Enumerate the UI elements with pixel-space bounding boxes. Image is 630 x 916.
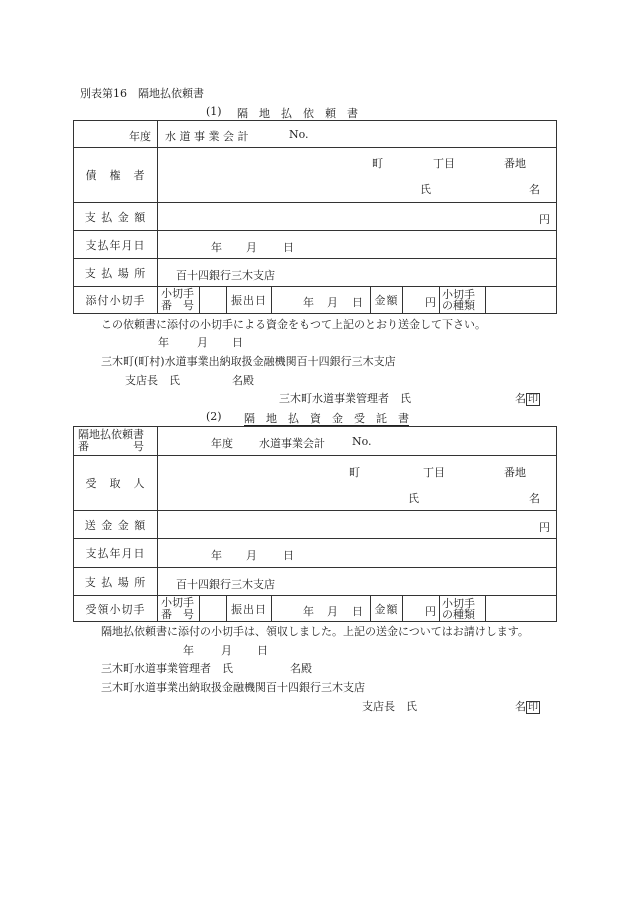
form1-issue-month: 月 [327, 296, 338, 309]
receipt-seal-group [515, 698, 540, 714]
form2-chome-label: 丁目 [423, 466, 445, 479]
form1-amount-cell[interactable] [158, 203, 557, 231]
form2-issue-date-cell[interactable] [272, 596, 371, 622]
form1-issue-date-cell[interactable] [272, 287, 371, 314]
request-addressee: 三木町(町村)水道事業出納取扱金融機関百十四銀行三木支店 [101, 355, 396, 368]
receipt-dono: 名殿 [290, 662, 312, 675]
request-date-month: 月 [197, 336, 208, 349]
form2-money-cell[interactable] [403, 596, 440, 622]
form1-place-label: 支 払 場 所 [74, 259, 158, 287]
form2-issue-day: 日 [352, 605, 363, 618]
receipt-date-day: 日 [257, 644, 268, 657]
request-sender: 三木町水道事業管理者 氏 [279, 392, 411, 405]
form1-place-value: 百十四銀行三木支店 [176, 269, 275, 282]
seal-icon: 印 [528, 394, 538, 405]
form2-amount-cell[interactable] [158, 511, 557, 539]
form1-yen-label: 円 [539, 213, 550, 226]
receipt-sender: 三木町水道事業出納取扱金融機関百十四銀行三木支店 [101, 681, 365, 694]
form1-check-no-value[interactable] [200, 287, 227, 314]
form2-check-no-label-cell [158, 596, 200, 622]
form2-receiver-cell[interactable] [158, 456, 557, 511]
form2-check-no-value[interactable] [200, 596, 227, 622]
form2-place-cell[interactable] [158, 568, 557, 596]
form1-place-cell[interactable] [158, 259, 557, 287]
form1-day-label: 日 [283, 241, 294, 254]
form1-shi-label: 氏 [420, 183, 431, 196]
form1-issue-date-label: 振出日 [227, 287, 272, 314]
request-date-year: 年 [158, 336, 169, 349]
seal-icon: 印 [528, 702, 538, 713]
form2-check-label: 受領小切手 [74, 596, 158, 622]
receipt-branch-manager: 支店長 氏 [362, 700, 417, 713]
form1-check-type-bottom: の種類 [442, 299, 475, 312]
form2-issue-month: 月 [327, 605, 338, 618]
form1-title: 隔 地 払 依 頼 書 [237, 107, 358, 120]
form2-check-no-bottom: 番 号 [161, 607, 194, 621]
form1-check-type-value[interactable] [486, 287, 557, 314]
form1-date-label: 支払年月日 [74, 231, 158, 259]
form1-month-label: 月 [246, 241, 257, 254]
form2-fiscal-label: 年度 [211, 437, 233, 450]
form2-issue-year: 年 [303, 605, 314, 618]
form2-money-label: 金額 [371, 596, 403, 622]
form2-check-type-bottom: の種類 [442, 607, 475, 621]
request-date-day: 日 [232, 336, 243, 349]
request-text: この依頼書に添付の小切手による資金をもつて上記のとおり送金して下さい。 [101, 318, 486, 331]
receipt-date-year: 年 [183, 644, 194, 657]
form2-receiver-label: 受 取 人 [74, 456, 158, 511]
form2-title: 隔 地 払 資 金 受 託 書 [244, 412, 409, 425]
form2-place-label: 支 払 場 所 [74, 568, 158, 596]
form2-month-label: 月 [246, 549, 257, 562]
form1-check-no-top: 小切手 [161, 287, 194, 300]
form2-date-label: 支払年月日 [74, 539, 158, 568]
form1-fiscal-value-cell[interactable] [158, 121, 557, 148]
form2-fiscal-cell[interactable] [158, 427, 557, 456]
request-branch-manager: 支店長 氏 [125, 374, 180, 387]
form2-date-cell[interactable] [158, 539, 557, 568]
form1-date-cell[interactable] [158, 231, 557, 259]
request-seal-mei: 名 [515, 392, 526, 405]
form1-banchi-label: 番地 [504, 157, 526, 170]
form2-year-label: 年 [211, 549, 222, 562]
form1-town-label: 町 [372, 157, 383, 170]
form2-ref-label-bottom: 番 号 [78, 440, 144, 453]
form2-check-type-label-cell [440, 596, 486, 622]
form1-fiscal-label: 年度 [129, 130, 151, 143]
form2-ref-label-cell [74, 427, 158, 456]
form2-check-no-top: 小切手 [161, 595, 194, 609]
form2-number: (2) [206, 410, 222, 423]
receipt-text: 隔地払依頼書に添付の小切手は、領収しました。上記の送金についてはお請けします。 [101, 625, 529, 638]
form2-ref-label-top: 隔地払依頼書 [78, 428, 144, 441]
form2-no-label: No. [352, 435, 372, 448]
form1-money-label: 金額 [371, 287, 403, 314]
form1-issue-year: 年 [303, 296, 314, 309]
form1-chome-label: 丁目 [433, 157, 455, 170]
document-label: 別表第16 隔地払依頼書 [80, 87, 204, 100]
form1-number: (1) [206, 105, 222, 118]
form1-check-label: 添付小切手 [74, 287, 158, 314]
form2-town-label: 町 [349, 466, 360, 479]
form2-day-label: 日 [283, 549, 294, 562]
request-seal-group [515, 390, 540, 406]
request-dono: 名殿 [232, 374, 254, 387]
form2-fiscal-value: 水道事業会計 [259, 437, 325, 450]
form1-no-label: No. [289, 128, 309, 141]
form1-check-type-label-cell [440, 287, 486, 314]
receipt-addressee: 三木町水道事業管理者 氏 [101, 662, 233, 675]
form1-fiscal-value: 水 道 事 業 会 計 [165, 130, 249, 143]
form1-check-no-bottom: 番 号 [161, 299, 194, 312]
receipt-seal-mei: 名 [515, 700, 526, 713]
form1-money-yen: 円 [425, 296, 436, 309]
form1-creditor-label: 債 権 者 [74, 148, 158, 203]
form2-banchi-label: 番地 [504, 466, 526, 479]
form2-place-value: 百十四銀行三木支店 [176, 578, 275, 591]
form2-money-yen: 円 [425, 605, 436, 618]
form2-check-type-value[interactable] [486, 596, 557, 622]
form1-issue-day: 日 [352, 296, 363, 309]
form1-money-cell[interactable] [403, 287, 440, 314]
form2-issue-date-label: 振出日 [227, 596, 272, 622]
receipt-date-month: 月 [221, 644, 232, 657]
form2-shi-label: 氏 [408, 492, 419, 505]
form2-yen-label: 円 [539, 521, 550, 534]
form2-table [73, 426, 557, 622]
form2-amount-label: 送 金 金 額 [74, 511, 158, 539]
form1-table [73, 120, 557, 314]
form1-creditor-cell[interactable] [158, 148, 557, 203]
form1-mei-label: 名 [529, 183, 540, 196]
form1-amount-label: 支 払 金 額 [74, 203, 158, 231]
form1-check-type-top: 小切手 [442, 288, 475, 301]
form1-year-label: 年 [211, 241, 222, 254]
form2-mei-label: 名 [529, 492, 540, 505]
form1-fiscal-label-cell [74, 121, 158, 148]
form2-check-type-top: 小切手 [442, 596, 475, 610]
form1-check-no-label-cell [158, 287, 200, 314]
